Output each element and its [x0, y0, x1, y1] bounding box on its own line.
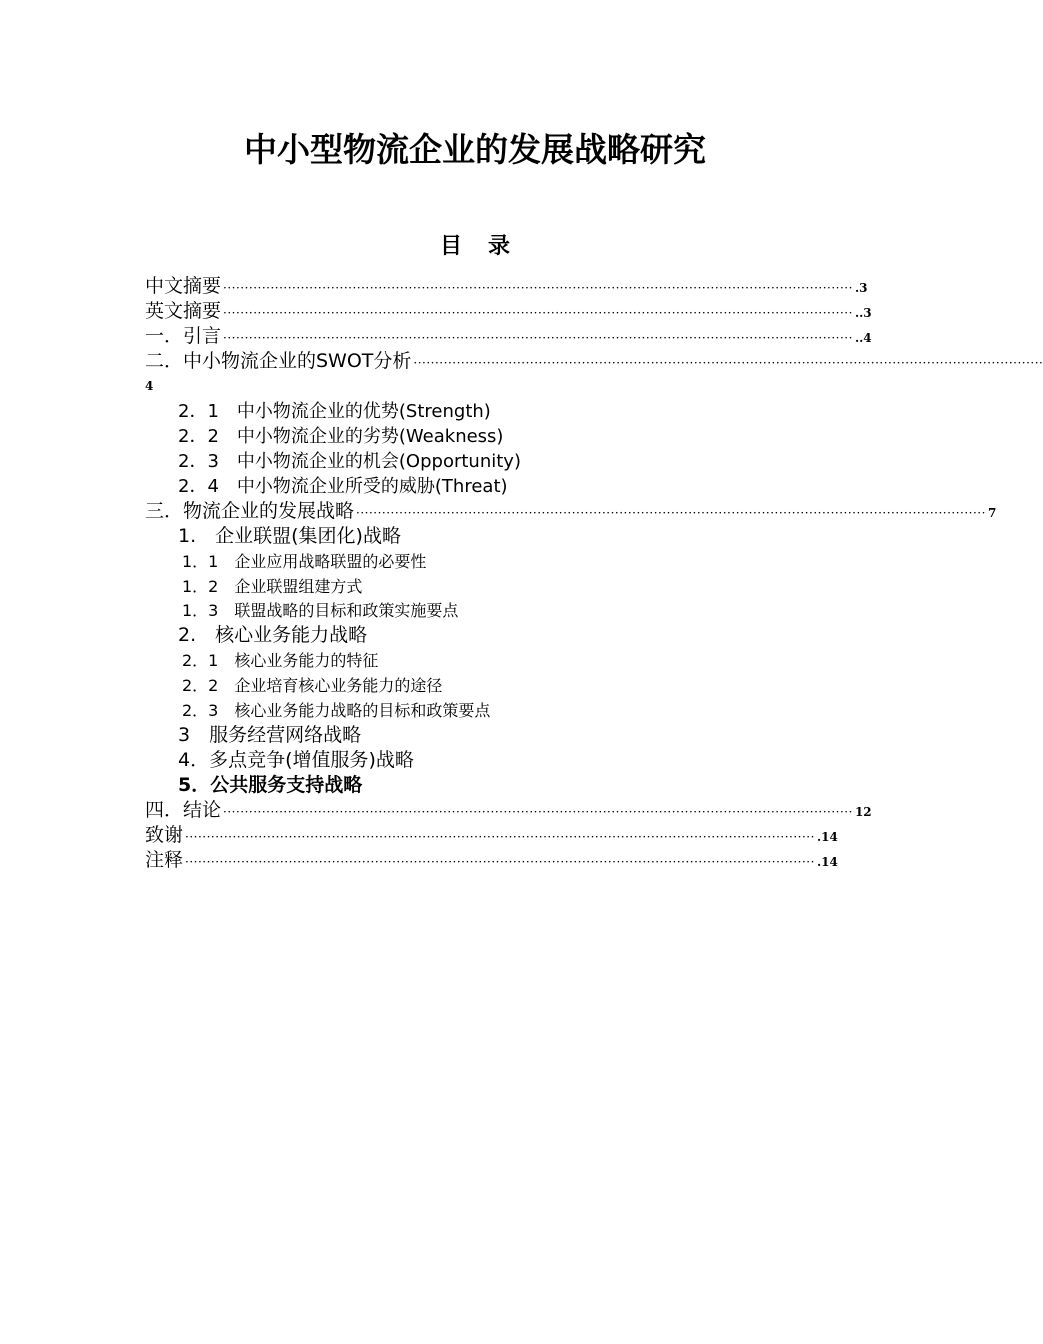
- dot-leader: ··················································································································································: [223, 306, 853, 320]
- toc-page-number: 7: [987, 506, 997, 520]
- toc-entry-intro[interactable]: [145, 324, 872, 349]
- toc-entry-conclusion[interactable]: [145, 798, 872, 823]
- toc-subentry-network[interactable]: 3 服务经营网络战略: [178, 724, 362, 746]
- toc-subentry-swot-strength[interactable]: 2．1 中小物流企业的优势(Strength): [178, 401, 491, 422]
- toc-page-number: ..4: [854, 331, 872, 345]
- toc-subentry-alliance-policy[interactable]: 1．3 联盟战略的目标和政策实施要点: [182, 601, 459, 620]
- dot-leader: ··················································································································································: [223, 281, 853, 295]
- toc-entry-notes[interactable]: [145, 848, 838, 873]
- toc-subentry-alliance[interactable]: 1. 企业联盟(集团化)战略: [178, 525, 401, 547]
- toc-entry-label: 一．引言: [145, 325, 222, 347]
- toc-entry-swot[interactable]: [145, 349, 1043, 374]
- toc-entry-thanks[interactable]: [145, 823, 838, 848]
- toc-entry-label: 致谢: [145, 824, 184, 846]
- document-title: 中小型物流企业的发展战略研究: [244, 130, 706, 169]
- toc-entry-label: 中文摘要: [145, 275, 222, 297]
- toc-subentry-core-features[interactable]: 2．1 核心业务能力的特征: [182, 651, 379, 670]
- toc-page-number: 12: [854, 805, 872, 819]
- toc-subentry-core-cultivation[interactable]: 2．2 企业培育核心业务能力的途径: [182, 676, 443, 695]
- toc-entry-abstract-en[interactable]: [145, 299, 872, 324]
- toc-entry-strategy[interactable]: [145, 499, 997, 524]
- toc-heading: 目录: [439, 234, 536, 259]
- toc-entry-label: 三．物流企业的发展战略: [145, 500, 355, 522]
- toc-subentry-multipoint[interactable]: 4．多点竞争(增值服务)战略: [178, 749, 414, 771]
- toc-subentry-alliance-necessity[interactable]: 1．1 企业应用战略联盟的必要性: [182, 552, 427, 571]
- toc-entry-label: 英文摘要: [145, 300, 222, 322]
- toc-subentry-alliance-formation[interactable]: 1．2 企业联盟组建方式: [182, 577, 363, 596]
- toc-entry-label: 四．结论: [145, 799, 222, 821]
- toc-page-number-wrapped: 4: [145, 379, 154, 393]
- toc-subentry-public-service[interactable]: 5．公共服务支持战略: [178, 774, 363, 796]
- toc-subentry-core-policy[interactable]: 2．3 核心业务能力战略的目标和政策要点: [182, 701, 491, 720]
- dot-leader: ··················································································································································: [413, 356, 1043, 370]
- toc-page-number: .3: [854, 281, 868, 295]
- dot-leader: ··················································································································································: [223, 805, 853, 819]
- toc-entry-label: 注释: [145, 849, 184, 871]
- toc-entry-label: 二．中小物流企业的SWOT分析: [145, 350, 412, 372]
- dot-leader: ··················································································································································: [223, 331, 853, 345]
- toc-page-number: .14: [816, 855, 838, 869]
- dot-leader: ··················································································································································: [356, 506, 986, 520]
- toc-entry-abstract-cn[interactable]: [145, 274, 868, 299]
- toc-page-number: ..3: [854, 306, 872, 320]
- toc-page-number: .14: [816, 830, 838, 844]
- toc-subentry-swot-weakness[interactable]: 2．2 中小物流企业的劣势(Weakness): [178, 426, 504, 447]
- toc-subentry-core[interactable]: 2. 核心业务能力战略: [178, 624, 368, 646]
- dot-leader: ··················································································································································: [185, 855, 815, 869]
- toc-subentry-swot-threat[interactable]: 2．4 中小物流企业所受的威胁(Threat): [178, 476, 508, 497]
- dot-leader: ··················································································································································: [185, 830, 815, 844]
- toc-subentry-swot-opportunity[interactable]: 2．3 中小物流企业的机会(Opportunity): [178, 451, 521, 472]
